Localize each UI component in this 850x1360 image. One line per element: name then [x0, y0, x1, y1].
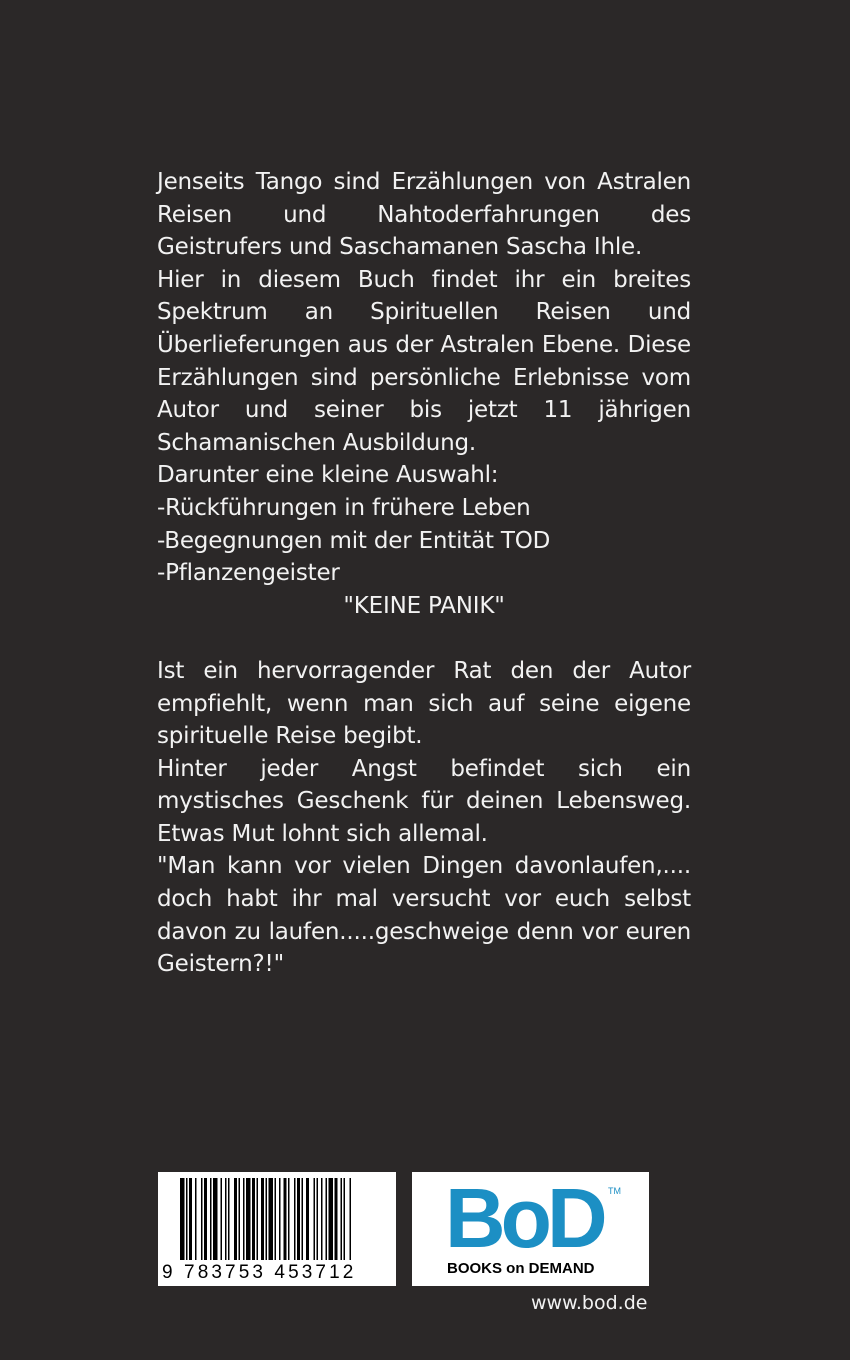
barcode-bar — [275, 1178, 277, 1260]
barcode-bar — [326, 1178, 328, 1260]
barcode-bar — [261, 1178, 264, 1260]
barcode-bar — [279, 1178, 281, 1260]
isbn-barcode — [158, 1172, 396, 1286]
barcode-bar — [201, 1178, 203, 1260]
barcode-bar — [306, 1178, 309, 1260]
barcode-bar — [221, 1178, 223, 1260]
barcode-bar — [284, 1178, 287, 1260]
bod-logo — [412, 1172, 649, 1286]
barcode-bars — [158, 1172, 396, 1264]
blurb-paragraph-content: Hier in diesem Buch findet ihr ein breites Spektrum an Spirituellen Reisen und Überlieferungen aus der Astralen Ebene. Diese Erzählungen sind persönliche Erlebnisse vom Autor und seiner bis jetzt 11 jährigen Schamanischen Ausbildung. — [157, 266, 691, 456]
barcode-bar — [243, 1178, 245, 1260]
blurb-paragraph-courage: Hinter jeder Angst befindet sich ein mystisches Geschenk für deinen Lebensweg. Etwas Mut lohnt sich allemal. — [157, 755, 691, 847]
blurb-paragraph-intro: Jenseits Tango sind Erzählungen von Astralen Reisen und Nahtoderfahrungen des Geistrufers und Saschamanen Sascha Ihle. — [157, 169, 691, 261]
bod-logo-mark: BoD — [445, 1171, 603, 1265]
barcode-bar — [189, 1178, 192, 1260]
paragraph-spacer — [157, 622, 691, 655]
barcode-bar — [228, 1178, 230, 1260]
back-cover-blurb — [157, 166, 691, 981]
barcode-bar — [350, 1178, 352, 1260]
barcode-bar — [335, 1178, 338, 1260]
barcode-bar — [225, 1178, 227, 1260]
publisher-url: www.bod.de — [531, 1292, 648, 1314]
barcode-bar — [317, 1178, 319, 1260]
barcode-bar — [210, 1178, 212, 1260]
bod-tagline: BOOKS on DEMAND — [447, 1260, 595, 1277]
barcode-bar — [234, 1178, 237, 1260]
barcode-bar — [321, 1178, 323, 1260]
selection-list-item: -Pflanzengeister — [157, 560, 340, 587]
blurb-paragraph-advice: Ist ein hervorragender Rat den der Autor empfiehlt, wenn man sich auf seine eigene spirituelle Reise begibt. — [157, 657, 691, 750]
barcode-bar — [239, 1178, 241, 1260]
barcode-bar — [186, 1178, 188, 1260]
barcode-bar — [314, 1178, 316, 1260]
barcode-bar — [302, 1178, 304, 1260]
isbn-number: 9 783753 453712 — [162, 1262, 357, 1283]
blurb-quote: "Man kann vor vielen Dingen davonlaufen,.... doch habt ihr mal versucht vor euch selbst davon zu laufen.....geschweige denn vor euren Geistern?!" — [157, 853, 691, 978]
barcode-bar — [266, 1178, 268, 1260]
barcode-bar — [294, 1178, 296, 1260]
selection-list-item: -Rückführungen in frühere Leben — [157, 494, 531, 521]
barcode-bar — [252, 1178, 255, 1260]
barcode-bar — [257, 1178, 259, 1260]
barcode-bar — [297, 1178, 300, 1260]
selection-list-item: -Begegnungen mit der Entität TOD — [157, 527, 551, 554]
selection-intro: Darunter eine kleine Auswahl: — [157, 462, 499, 489]
barcode-bar — [344, 1178, 346, 1260]
barcode-bar — [195, 1178, 197, 1260]
trademark-symbol: TM — [608, 1186, 621, 1196]
barcode-bar — [213, 1178, 218, 1260]
barcode-bar — [246, 1178, 251, 1260]
barcode-bar — [204, 1178, 207, 1260]
barcode-bar — [329, 1178, 334, 1260]
barcode-bar — [341, 1178, 343, 1260]
barcode-bar — [288, 1178, 290, 1260]
barcode-bar — [269, 1178, 274, 1260]
motto-heading: "KEINE PANIK" — [343, 592, 505, 619]
barcode-bar — [180, 1178, 185, 1260]
